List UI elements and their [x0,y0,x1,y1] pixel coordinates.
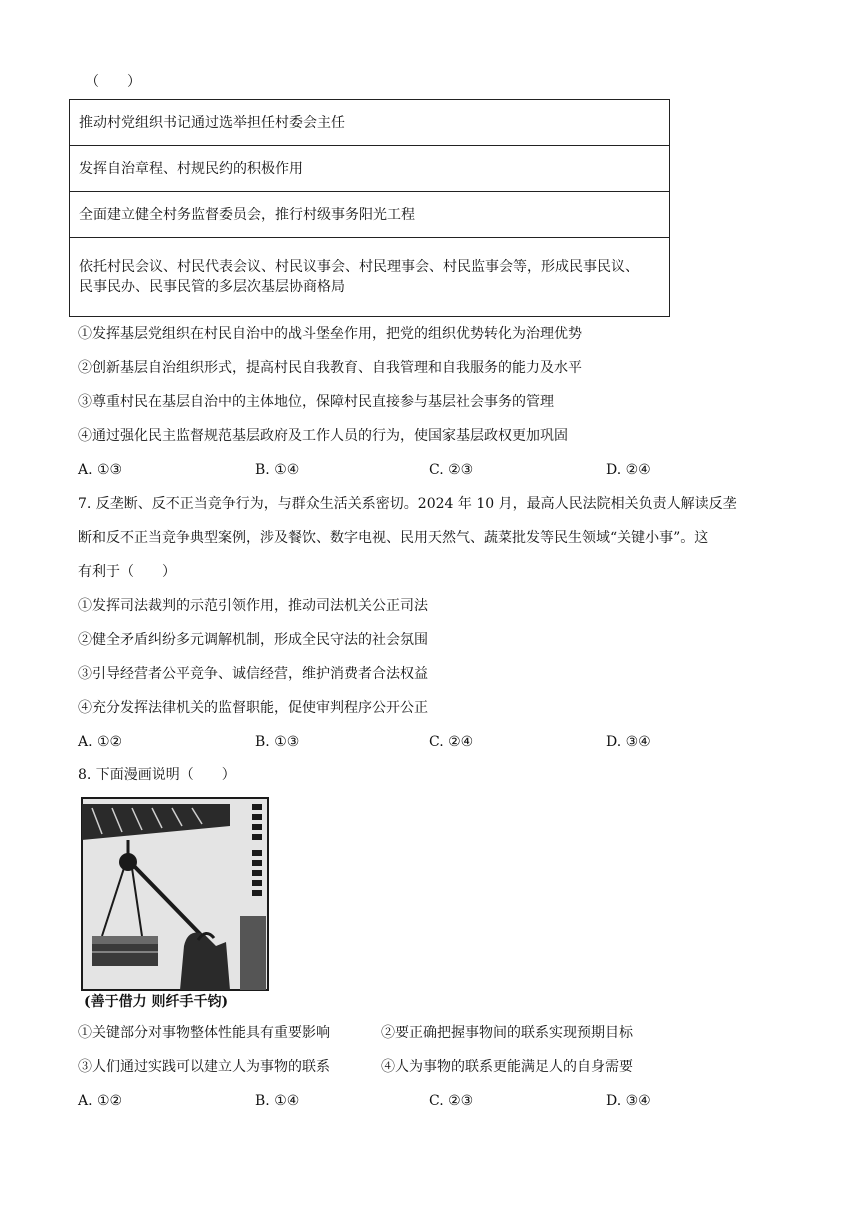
table-row [70,238,670,317]
table-row: 推动村党组织书记通过选举担任村委会主任 [70,100,670,146]
q6-option-a[interactable]: A. ①③ [78,462,123,478]
q8-statement-2: ②要正确把握事物间的联系实现预期目标 [381,1025,633,1041]
q8-statement-1: ①关键部分对事物整体性能具有重要影响 [78,1025,330,1041]
q8-option-a[interactable]: A. ①② [78,1093,123,1109]
q6-measures-table [69,99,670,317]
table-row-line: 民事民办、民事民管的多层次基层协商格局 [79,279,345,295]
q7-statement-3: ③引导经营者公平竞争、诚信经营，维护消费者合法权益 [78,666,428,682]
q7-statement-2: ②健全矛盾纠纷多元调解机制，形成全民守法的社会氛围 [78,632,428,648]
q8-statement-4: ④人为事物的联系更能满足人的自身需要 [381,1059,633,1075]
q6-statement-4: ④通过强化民主监督规范基层政府及工作人员的行为，使国家基层政权更加巩固 [78,428,568,444]
q8-option-c[interactable]: C. ②③ [429,1093,474,1109]
q6-answer-paren: （ ） [85,74,141,90]
q7-statement-1: ①发挥司法裁判的示范引领作用，推动司法机关公正司法 [78,598,428,614]
q7-stem-line-2: 断和反不正当竞争典型案例，涉及餐饮、数字电视、民用天然气、蔬菜批发等民生领域“关键小事”。这 [78,530,709,546]
q8-option-d[interactable]: D. ③④ [606,1093,651,1109]
table-row: 发挥自治章程、村规民约的积极作用 [70,146,670,192]
q7-stem-line-3: 有利于（ ） [78,564,176,580]
q7-option-b[interactable]: B. ①③ [255,734,300,750]
q8-statement-3: ③人们通过实践可以建立人为事物的联系 [78,1059,330,1075]
q6-option-d[interactable]: D. ②④ [606,462,651,478]
q6-statement-3: ③尊重村民在基层自治中的主体地位，保障村民直接参与基层社会事务的管理 [78,394,554,410]
q8-options [78,1091,778,1111]
q6-option-c[interactable]: C. ②③ [429,462,474,478]
cartoon-caption: (善于借力 则纤手千钧) [84,994,229,1010]
q7-statement-4: ④充分发挥法律机关的监督职能，促使审判程序公开公正 [78,700,428,716]
q8-stem: 8. 下面漫画说明（ ） [78,767,236,783]
crane-cartoon-image [80,796,270,1010]
q7-option-c[interactable]: C. ②④ [429,734,474,750]
q6-statement-1: ①发挥基层党组织在村民自治中的战斗堡垒作用，把党的组织优势转化为治理优势 [78,326,582,342]
q7-stem-line-1: 7. 反垄断、反不正当竞争行为，与群众生活关系密切。2024 年 10 月，最高人民法院相关负责人解读反垄 [78,496,737,512]
table-row: 全面建立健全村务监督委员会，推行村级事务阳光工程 [70,192,670,238]
q8-option-b[interactable]: B. ①④ [255,1093,300,1109]
q6-options [78,460,778,480]
cartoon-side-lettering [252,804,262,896]
q7-option-a[interactable]: A. ①② [78,734,123,750]
q7-option-d[interactable]: D. ③④ [606,734,651,750]
table-row-line: 依托村民会议、村民代表会议、村民议事会、村民理事会、村民监事会等，形成民事民议、 [79,259,639,275]
q7-options [78,732,778,752]
q6-option-b[interactable]: B. ①④ [255,462,300,478]
q6-statement-2: ②创新基层自治组织形式，提高村民自我教育、自我管理和自我服务的能力及水平 [78,360,582,376]
